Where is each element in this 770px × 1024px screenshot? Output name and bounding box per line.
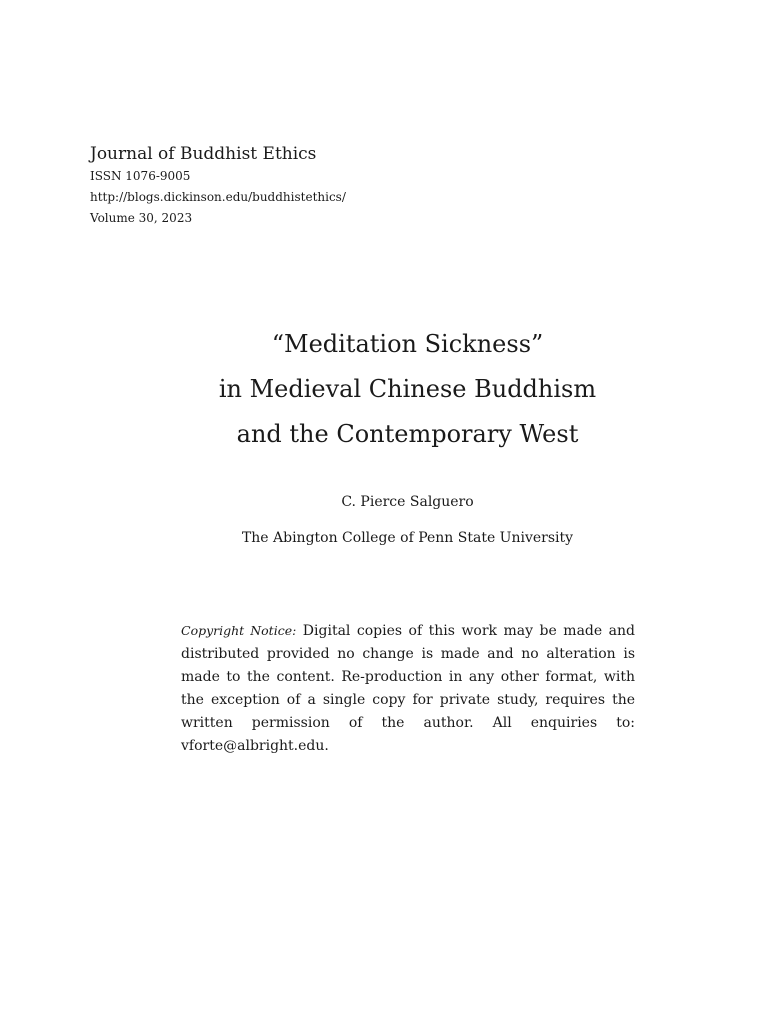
journal-header xyxy=(90,142,346,229)
journal-volume: Volume 30, 2023 xyxy=(90,211,193,225)
copyright-notice xyxy=(181,619,635,758)
article-title-line-3: and the Contemporary West xyxy=(236,420,579,448)
article-title-line-1: “Meditation Sickness” xyxy=(271,330,544,358)
journal-url: http://blogs.dickinson.edu/buddhistethics/ xyxy=(90,190,346,204)
journal-title: Journal of Buddhist Ethics xyxy=(90,144,317,164)
article-title-line-2: in Medieval Chinese Buddhism xyxy=(218,375,597,403)
copyright-notice-label: Copyright Notice: xyxy=(181,623,297,638)
journal-issn: ISSN 1076-9005 xyxy=(90,169,191,183)
copyright-notice-text: Digital copies of this work may be made and distributed provided no change is made and no alteration is made to the content. Re-production in any other format, with the exception of a single copy for private study, requires the written permission of the author. All enquiries to: vforte@albright.edu. xyxy=(181,623,635,754)
article-author: C. Pierce Salguero xyxy=(341,494,474,510)
article-title xyxy=(0,322,770,457)
author-affiliation: The Abington College of Penn State University xyxy=(241,530,574,546)
